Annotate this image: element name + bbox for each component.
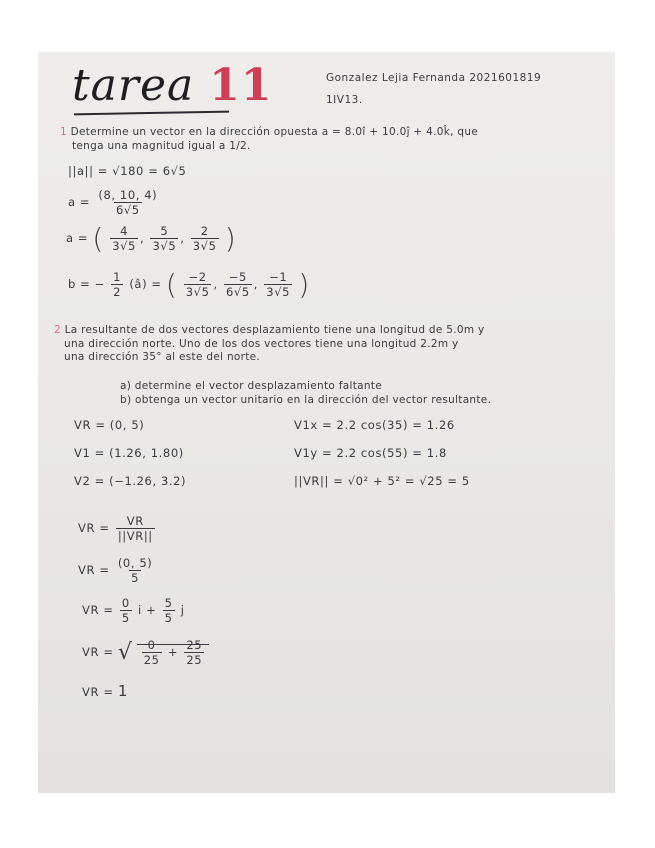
problem-1-text-2: tenga una magnitud igual a 1/2. <box>72 140 251 152</box>
notebook-photo <box>38 52 615 793</box>
p1-magnitude: ||a|| = √180 = 6√5 <box>68 164 187 178</box>
unit-step-1: VR = $\frac{VR}{||VR||}$ <box>78 514 153 543</box>
problem-2-line-3: una dirección 35° al este del norte. <box>64 351 261 363</box>
paper-sheet <box>38 52 615 793</box>
unit-step-3: VR = $\frac{0}{5}$ i + $\frac{5}{5}$ j <box>82 596 185 625</box>
title-word: tarea <box>72 60 195 111</box>
problem-2-line-2: una dirección norte. Uno de los dos vectores tiene una longitud 2.2m y <box>64 338 459 350</box>
unit-step-5: VR = 1 <box>82 682 128 700</box>
v1x-row: V1x = 2.2 cos(35) = 1.26 <box>294 418 455 432</box>
problem-2-line-1: 2 La resultante de dos vectores desplazamiento tiene una longitud de 5.0m y <box>54 324 485 336</box>
p1-unit-vector-components: a = ( $\frac{4}{3√5}$ , $\frac{5}{3√5}$ , $\frac{2}{3√5}$ ) <box>66 222 237 255</box>
vr-magnitude-row: ||VR|| = √0² + 5² = √25 = 5 <box>294 474 470 488</box>
p1-result-vector: b = − $\frac{1}{2}$ (â) = ( $\frac{-2}{3√5}$ , $\frac{-5}{6√5}$ , $\frac{-1}{3√5}$ ) <box>68 268 310 301</box>
problem-1-number: 1 <box>60 126 67 138</box>
problem-2-part-a: a) determine el vector desplazamiento faltante <box>120 380 382 392</box>
title-number: 11 <box>209 60 273 111</box>
problem-1-text-1: Determine un vector en la dirección opuesta <box>70 126 319 138</box>
title-underline <box>74 111 229 116</box>
fraction: $\frac{(8, 10, 4)}{6√5}$ <box>98 188 158 217</box>
v1-row: V1 = (1.26, 1.80) <box>74 446 184 460</box>
vr-row: VR = (0, 5) <box>74 418 145 432</box>
p1-unit-vector: a = $\frac{(8, 10, 4)}{6√5}$ <box>68 188 158 217</box>
problem-1-vector: a = 8.0î + 10.0ĵ + 4.0k̂, que <box>321 126 479 138</box>
v2-row: V2 = (−1.26, 3.2) <box>74 474 187 488</box>
v1y-row: V1y = 2.2 cos(55) = 1.8 <box>294 446 447 460</box>
student-name: Gonzalez Lejia Fernanda 2021601819 <box>326 72 542 84</box>
unit-step-4: VR = √ $\frac{0}{25}$ + $\frac{25}{25}$ <box>82 638 209 667</box>
unit-step-2: VR = $\frac{(0, 5)}{5}$ <box>78 556 153 585</box>
problem-1-statement <box>60 126 478 139</box>
student-group: 1IV13. <box>326 94 363 106</box>
problem-2-number: 2 <box>54 324 61 336</box>
problem-2-part-b: b) obtenga un vector unitario en la dirección del vector resultante. <box>120 394 492 406</box>
page-title <box>72 60 272 111</box>
